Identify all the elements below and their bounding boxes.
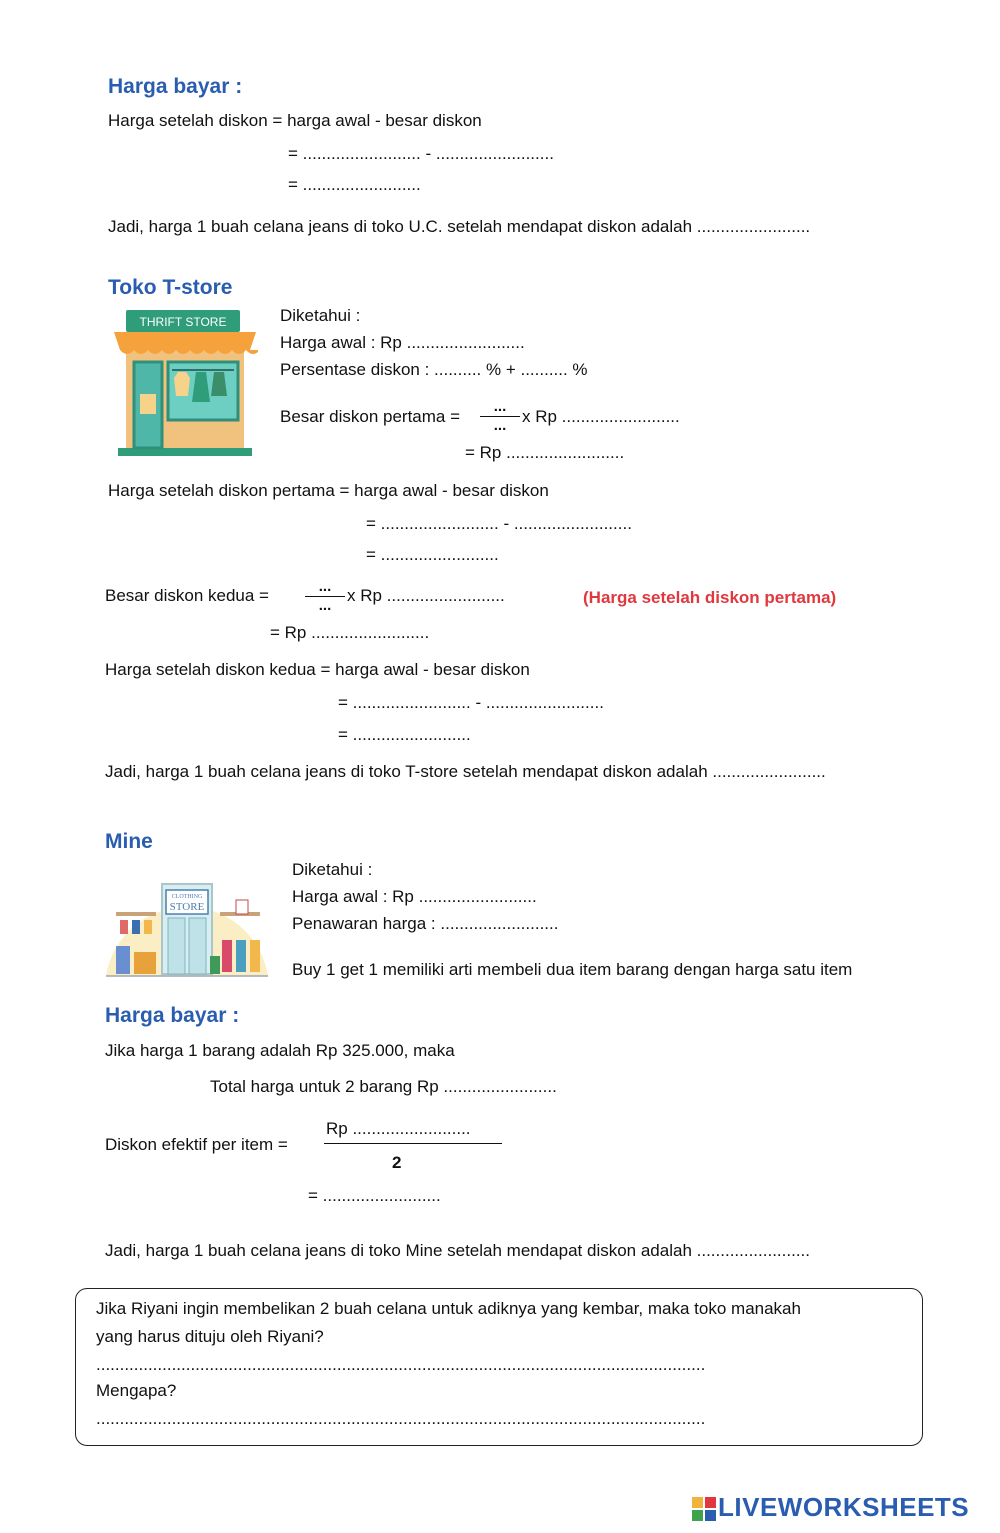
tstore-diskon2-note: (Harga setelah diskon pertama) [583,588,837,607]
tstore-after2-subtraction: = ......................... - ......................... [338,693,604,712]
tstore-diskon2-label: Besar diskon kedua = [105,586,269,605]
clothing-store-sign-top: CLOTHING [171,894,203,900]
uc-result-line: = ......................... [288,175,421,194]
mine-conclusion: Jadi, harga 1 buah celana jeans di toko Mine setelah mendapat diskon adalah ........................ [105,1241,810,1260]
fraction-denominator: ... [493,417,507,434]
answer-line-2[interactable]: ................................................................................................................................. [96,1409,706,1428]
clothing-store-illustration [102,860,272,980]
tstore-persentase: Persentase diskon : .......... % + .......... % [280,360,588,379]
tstore-after1-result: = ......................... [366,545,499,564]
tstore-diketahui: Diketahui : [280,306,361,325]
liveworksheets-logo-icon [692,1497,716,1521]
question-line-2: yang harus dituju oleh Riyani? [96,1327,324,1346]
mine-harga-bayar-heading: Harga bayar : [105,1004,240,1027]
mine-jika: Jika harga 1 barang adalah Rp 325.000, maka [105,1041,455,1060]
tstore-conclusion: Jadi, harga 1 buah celana jeans di toko T-store setelah mendapat diskon adalah ........................ [105,762,826,781]
mine-diskon-result: = ......................... [308,1186,441,1205]
tstore-after1-subtraction: = ......................... - ......................... [366,514,632,533]
mine-buy1get1-note: Buy 1 get 1 memiliki arti membeli dua item barang dengan harga satu item [292,960,853,979]
question-mengapa: Mengapa? [96,1381,177,1400]
tstore-after2-formula: Harga setelah diskon kedua = harga awal - besar diskon [105,660,530,679]
mine-title: Mine [105,830,153,853]
thrift-store-illustration [112,308,258,458]
mine-diskon-label: Diskon efektif per item = [105,1135,288,1154]
tstore-after1-formula: Harga setelah diskon pertama = harga awal - besar diskon [108,481,549,500]
tstore-title: Toko T-store [108,276,233,299]
tstore-after2-result: = ......................... [338,725,471,744]
harga-bayar-heading: Harga bayar : [108,75,243,98]
uc-subtraction-line: = ......................... - ......................... [288,144,554,163]
thrift-store-sign: THRIFT STORE [139,315,227,329]
mine-fraction-bar [324,1143,502,1144]
question-line-1: Jika Riyani ingin membelikan 2 buah celana untuk adiknya yang kembar, maka toko manakah [96,1299,801,1318]
mine-diketahui: Diketahui : [292,860,373,879]
tstore-diskon2-result: = Rp ......................... [270,623,430,642]
tstore-harga-awal: Harga awal : Rp ......................... [280,333,525,352]
mine-diskon-numerator: Rp ......................... [326,1119,471,1138]
fraction-denominator: ... [318,597,332,614]
tstore-diskon1-label: Besar diskon pertama = [280,407,461,426]
mine-diskon-denominator: 2 [392,1153,402,1172]
tstore-diskon1-fraction [480,400,520,433]
fraction-numerator: ... [493,398,507,415]
tstore-diskon2-fraction [305,580,345,613]
tstore-diskon1-result: = Rp ......................... [465,443,625,462]
liveworksheets-brand: LIVEWORKSHEETS [718,1492,970,1522]
mine-penawaran: Penawaran harga : ......................... [292,914,559,933]
clothing-store-sign-main: STORE [169,901,205,913]
tstore-diskon1-rest: x Rp ......................... [522,407,680,426]
mine-total: Total harga untuk 2 barang Rp ........................ [210,1077,557,1096]
uc-conclusion: Jadi, harga 1 buah celana jeans di toko U.C. setelah mendapat diskon adalah ........................ [108,217,811,236]
fraction-numerator: ... [318,578,332,595]
answer-line-1[interactable]: ................................................................................................................................. [96,1355,706,1374]
tstore-diskon2-rest: x Rp ......................... [347,586,505,605]
mine-harga-awal: Harga awal : Rp ......................... [292,887,537,906]
uc-formula-line: Harga setelah diskon = harga awal - besar diskon [108,111,482,130]
